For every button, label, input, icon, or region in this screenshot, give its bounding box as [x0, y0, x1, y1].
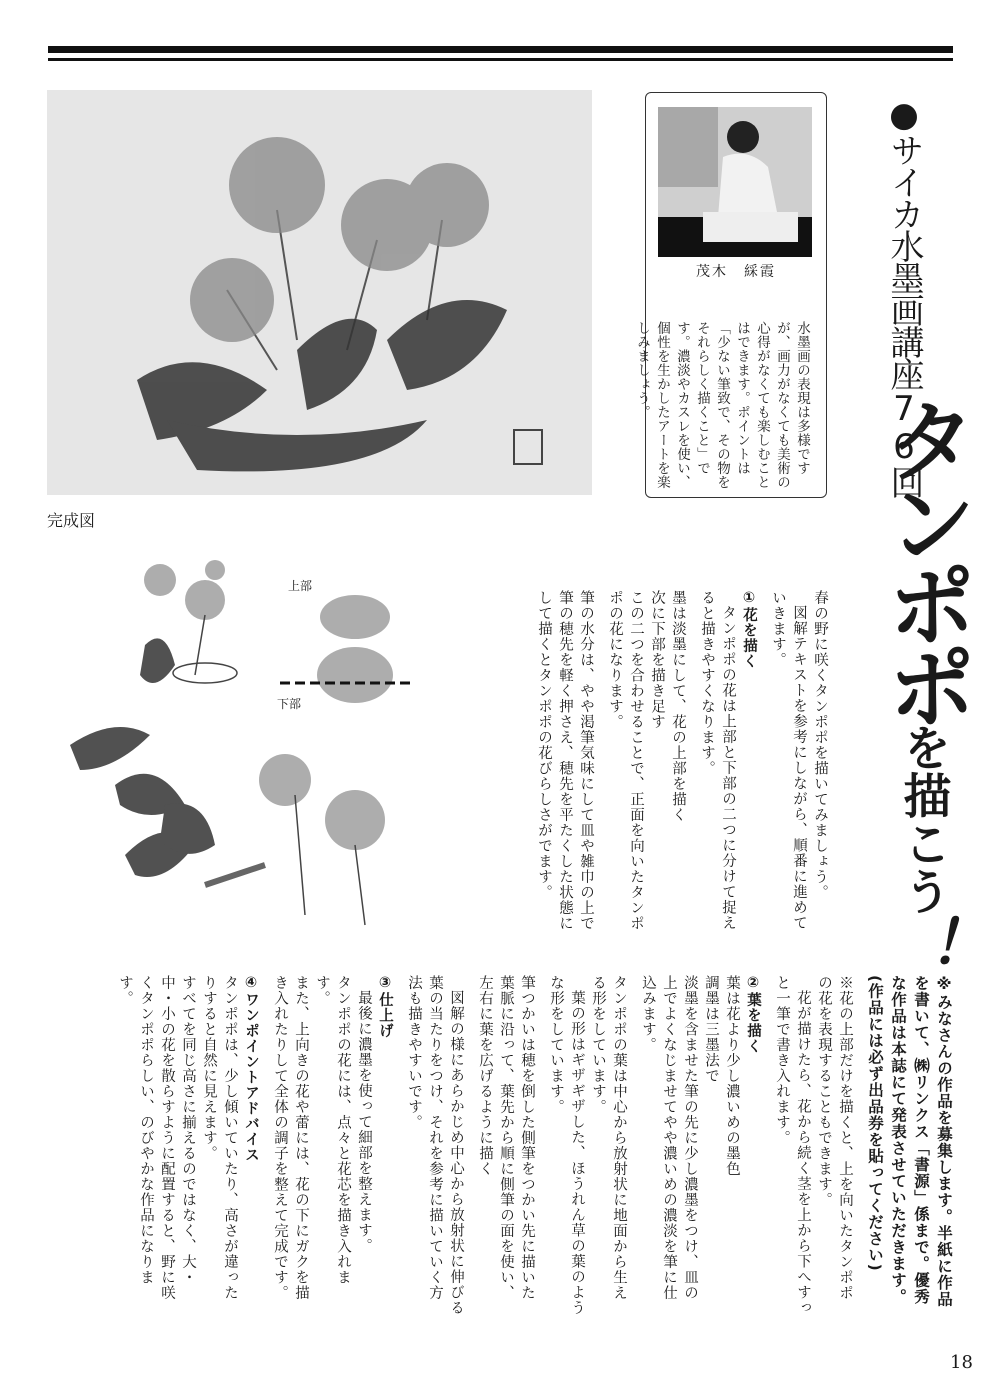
- image-caption: 完成図: [47, 511, 96, 530]
- step-diagram: [55, 555, 455, 940]
- diagram-label-bottom: 下部: [277, 697, 302, 711]
- page-title: [858, 395, 988, 967]
- title-suffix: を描こう: [895, 723, 951, 915]
- upper-text-block: 春の野に咲くタンポポを描いてみましょう。 図解テキストを参考にしながら、順番に進めていきます。 ①花を描く タンポポの花は上部と下部の二つに分けて捉えると描きやすくなります。 墨は淡墨にして、花の上部を描く 次に下部を描き足す この二つを合わせることで、正面を向いたタンポポの花になります。 筆の水分は、やや渇筆気味にして皿や雑巾の上で筆の穂先を軽く押さえ、穂先を平たくした状態にして描くとタンポポの花びらしさがでます。: [536, 590, 828, 931]
- diagram-label-top: 上部: [288, 579, 313, 593]
- series-title: ●サイカ水墨画講座76回: [884, 95, 924, 497]
- diagram-illustration-icon: [55, 555, 455, 940]
- top-rule-thin: [48, 58, 953, 61]
- artist-name: 茂木 綵霞: [696, 264, 776, 280]
- lower-text-block: ※みなさんの作品を募集します。半紙に作品を書いて、㈱リンクス「書源」係まで。優秀な作品は本誌にて発表させていただきます。(作品には必ず出品券を貼ってください) ※花の上部だけを描くと、上を向いたタンポポの花を表現することもできます。 花が描けたら、花から続く茎を上から下へすっと一筆で書き入れます。 ②葉を描く 葉は花より少し濃いめの墨色 調墨は三墨法で 淡墨を含ませた筆の先に少し濃墨をつけ、皿の上でよくなじませてやや濃いめの濃淡を筆に仕込みます。 タンポポの葉は中心から放射状に地面から生える形をしています。 葉の形はギザギザした、ほうれん草の葉のような形をしています。 筆つかいは穂を倒した側筆をつかい先に描いた葉脈に沿って、葉先から順に側筆の面を使い、左右に葉を広げるように描く 図解の様にあらかじめ中心から放射状に伸びる葉の当たりをつけ、それを参考に描いていく方法も描きやすいです。 ③仕上げ 最後に濃墨を使って細部を整えます。 タンポポの花には、点々と花芯を描き入れます。 また、上向きの花や蕾には、花の下にガクを描き入れたりして全体の調子を整えて完成です。 ④ワンポイントアドバイス タンポポは、少し傾いていたり、高さが違ったりすると自然に見えます。 すべてを同じ高さに揃えるのではなく、大・中・小の花を散らすように配置すると、野に咲くタンポポらしい、のびやかな作品になります。: [117, 975, 953, 1315]
- completed-painting: [47, 90, 592, 495]
- artist-profile: [634, 92, 827, 498]
- title-main: タンポポ: [871, 395, 976, 723]
- artist-photo-icon: [658, 107, 812, 257]
- page-number: 18: [950, 1352, 973, 1373]
- artist-photo: [658, 107, 812, 257]
- title-mark: ！: [888, 915, 958, 967]
- submission-notice: ※みなさんの作品を募集します。半紙に作品を書いて、㈱リンクス「書源」係まで。優秀な作品は本誌にて発表させていただきます。(作品には必ず出品券を貼ってください): [866, 975, 953, 1308]
- top-rule-thick: [48, 46, 953, 53]
- profile-text: 水墨画の表現は多様ですが、画力がなくても美術の心得がなくても楽しむことはできます。ポイントは「少ない筆致で、その物をそれらしく描くこと」です。濃淡やカスレを使い、個性を生かしたアートを楽しみましょう。: [634, 321, 810, 489]
- seal-stamp: [514, 430, 542, 464]
- dandelion-ink-painting-icon: [47, 90, 592, 495]
